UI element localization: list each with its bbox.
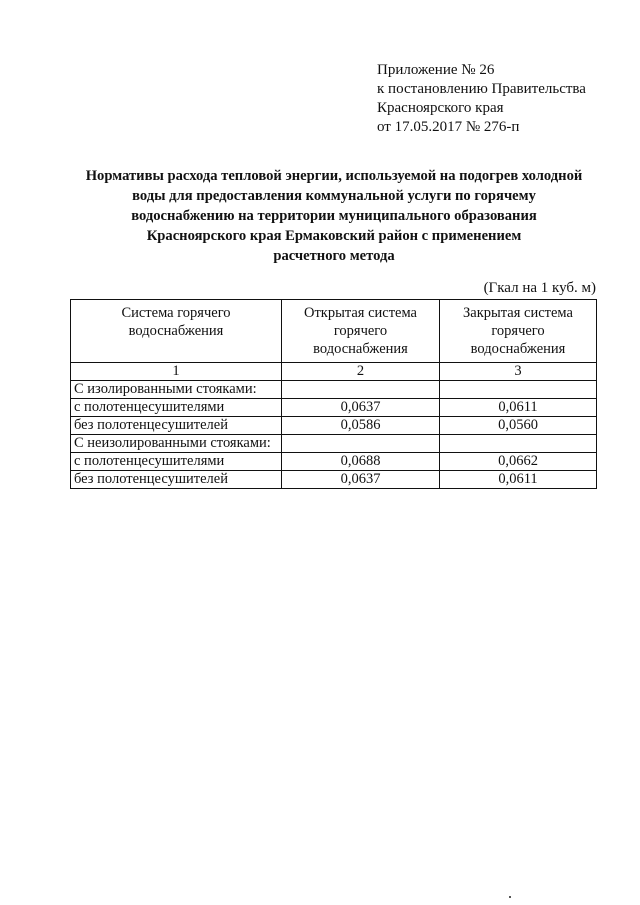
column-number: 2 [282, 363, 440, 381]
table-row [71, 399, 597, 417]
title-line: водоснабжению на территории муниципального образования [131, 208, 537, 224]
header-open-system: Открытая система горячего водоснабжения [282, 300, 440, 363]
table-row [71, 453, 597, 471]
title-line: Нормативы расхода тепловой энергии, используемой на подогрев холодной [85, 168, 583, 184]
scan-speck [509, 896, 511, 898]
row-label: без полотенцесушителей [71, 471, 282, 489]
header-closed-system: Закрытая система горячего водоснабжения [440, 300, 597, 363]
column-numbers-row [71, 363, 597, 381]
appendix-region: Красноярского края [377, 100, 504, 116]
document-title [64, 166, 604, 266]
closed-system-value: 0,0611 [440, 399, 597, 417]
column-number: 1 [71, 363, 282, 381]
appendix-number: Приложение № 26 [377, 62, 495, 78]
header-system: Система горячего водоснабжения [71, 300, 282, 363]
appendix-resolution: к постановлению Правительства [377, 81, 586, 97]
row-label: С изолированными стояками: [71, 381, 282, 399]
table-row [71, 381, 597, 399]
closed-system-value [440, 435, 597, 453]
units-label: (Гкал на 1 куб. м) [483, 280, 596, 296]
norms-table [70, 299, 597, 489]
row-label: без полотенцесушителей [71, 417, 282, 435]
title-line: расчетного метода [273, 248, 395, 264]
table-row [71, 435, 597, 453]
closed-system-value [440, 381, 597, 399]
closed-system-value: 0,0611 [440, 471, 597, 489]
open-system-value: 0,0688 [282, 453, 440, 471]
row-label: с полотенцесушителями [71, 453, 282, 471]
open-system-value: 0,0637 [282, 399, 440, 417]
open-system-value: 0,0637 [282, 471, 440, 489]
column-number: 3 [440, 363, 597, 381]
appendix-reference [377, 61, 586, 137]
row-label: с полотенцесушителями [71, 399, 282, 417]
closed-system-value: 0,0662 [440, 453, 597, 471]
appendix-date: от 17.05.2017 № 276-п [377, 119, 520, 135]
row-label: С неизолированными стояками: [71, 435, 282, 453]
table-row [71, 471, 597, 489]
closed-system-value: 0,0560 [440, 417, 597, 435]
title-line: Красноярского края Ермаковский район с применением [146, 228, 522, 244]
title-line: воды для предоставления коммунальной услуги по горячему [132, 188, 536, 204]
table-row [71, 417, 597, 435]
open-system-value [282, 435, 440, 453]
open-system-value [282, 381, 440, 399]
open-system-value: 0,0586 [282, 417, 440, 435]
table-header-row [71, 300, 597, 363]
